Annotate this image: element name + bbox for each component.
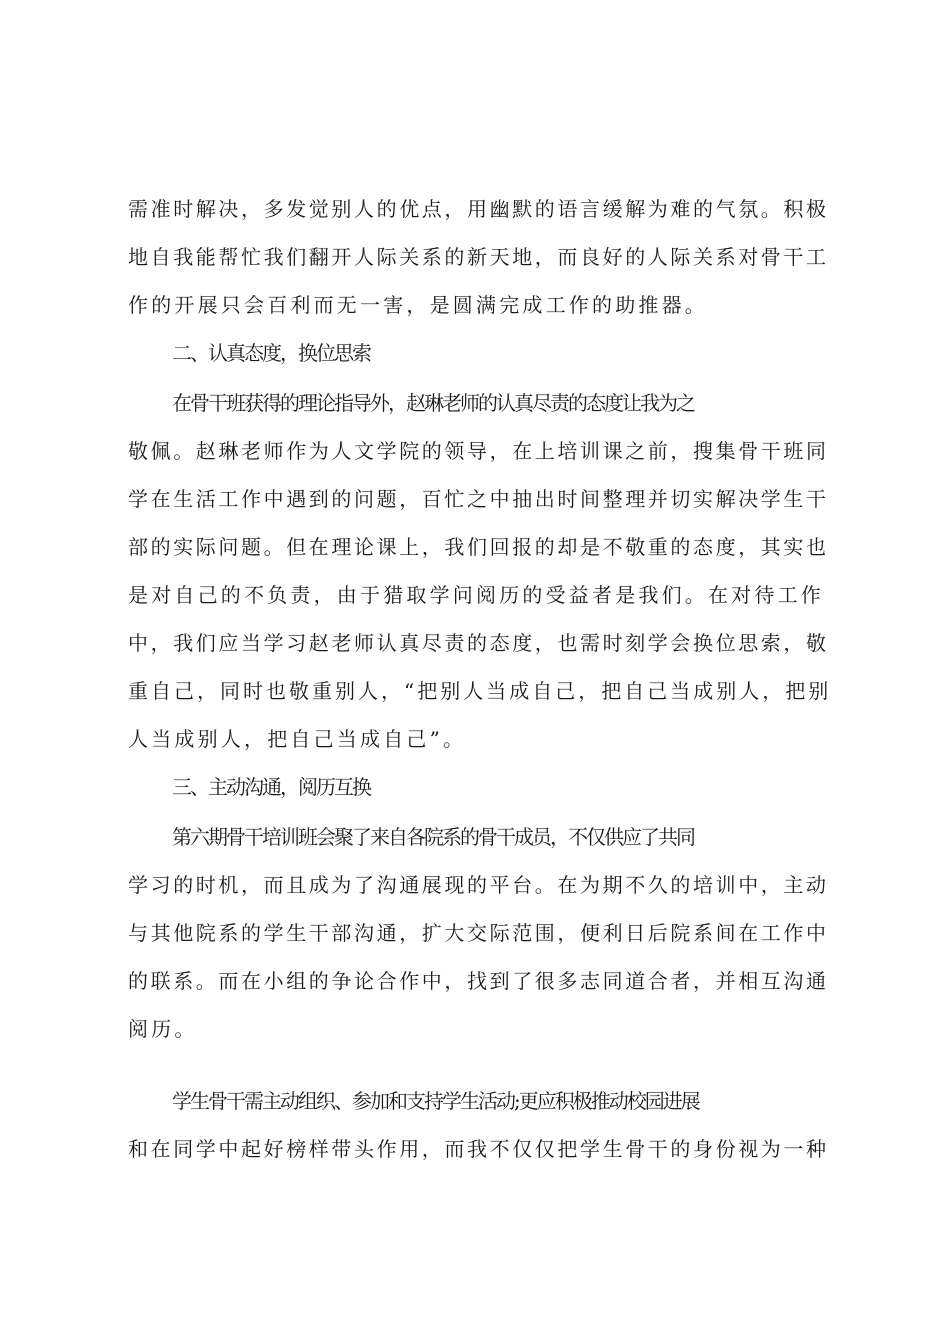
paragraph-1-line-3: 作的开展只会百利而无一害，是圆满完成工作的助推器。 — [128, 293, 708, 317]
paragraph-1-line-1: 需准时解决，多发觉别人的优点，用幽默的语言缓解为难的气氛。积极 — [128, 197, 829, 221]
paragraph-3-line-6: 中，我们应当学习赵老师认真尽责的态度，也需时刻学会换位思索，敬 — [128, 631, 829, 655]
paragraph-5-line-1: 第六期骨干培训班会聚了来自各院系的骨干成员，不仅供应了共同 — [172, 825, 694, 849]
paragraph-5-line-5: 阅历。 — [128, 1017, 198, 1041]
paragraph-5-line-3: 与其他院系的学生干部沟通，扩大交际范围，便利日后院系间在工作中 — [128, 921, 829, 945]
section-heading-3: 三、主动沟通，阅历互换 — [172, 775, 370, 799]
paragraph-3-line-8: 人当成别人，把自己当成自己”。 — [128, 727, 467, 751]
section-heading-2: 二、认真态度，换位思索 — [172, 341, 370, 365]
paragraph-3-line-3: 学在生活工作中遇到的问题，百忙之中抽出时间整理并切实解决学生干 — [128, 487, 829, 511]
paragraph-3-line-2: 敬佩。赵琳老师作为人文学院的领导，在上培训课之前，搜集骨干班同 — [128, 439, 829, 463]
paragraph-3-line-1: 在骨干班获得的理论指导外，赵琳老师的认真尽责的态度让我为之 — [172, 391, 694, 415]
paragraph-6-line-1: 学生骨干需主动组织、参加和支持学生活动;更应积极推动校园进展 — [172, 1089, 699, 1113]
paragraph-3-line-4: 部的实际问题。但在理论课上，我们回报的却是不敬重的态度，其实也 — [128, 535, 829, 559]
paragraph-3-line-5: 是对自己的不负责，由于猎取学问阅历的受益者是我们。在对待工作 — [128, 583, 824, 607]
paragraph-6-line-2: 和在同学中起好榜样带头作用，而我不仅仅把学生骨干的身份视为一种 — [128, 1137, 829, 1161]
paragraph-3-line-7: 重自己，同时也敬重别人，“把别人当成自己，把自己当成别人，把别 — [128, 679, 832, 703]
paragraph-5-line-2: 学习的时机，而且成为了沟通展现的平台。在为期不久的培训中，主动 — [128, 873, 829, 897]
paragraph-5-line-4: 的联系。而在小组的争论合作中，找到了很多志同道合者，并相互沟通 — [128, 969, 829, 993]
paragraph-1-line-2: 地自我能帮忙我们翻开人际关系的新天地，而良好的人际关系对骨干工 — [128, 245, 829, 269]
